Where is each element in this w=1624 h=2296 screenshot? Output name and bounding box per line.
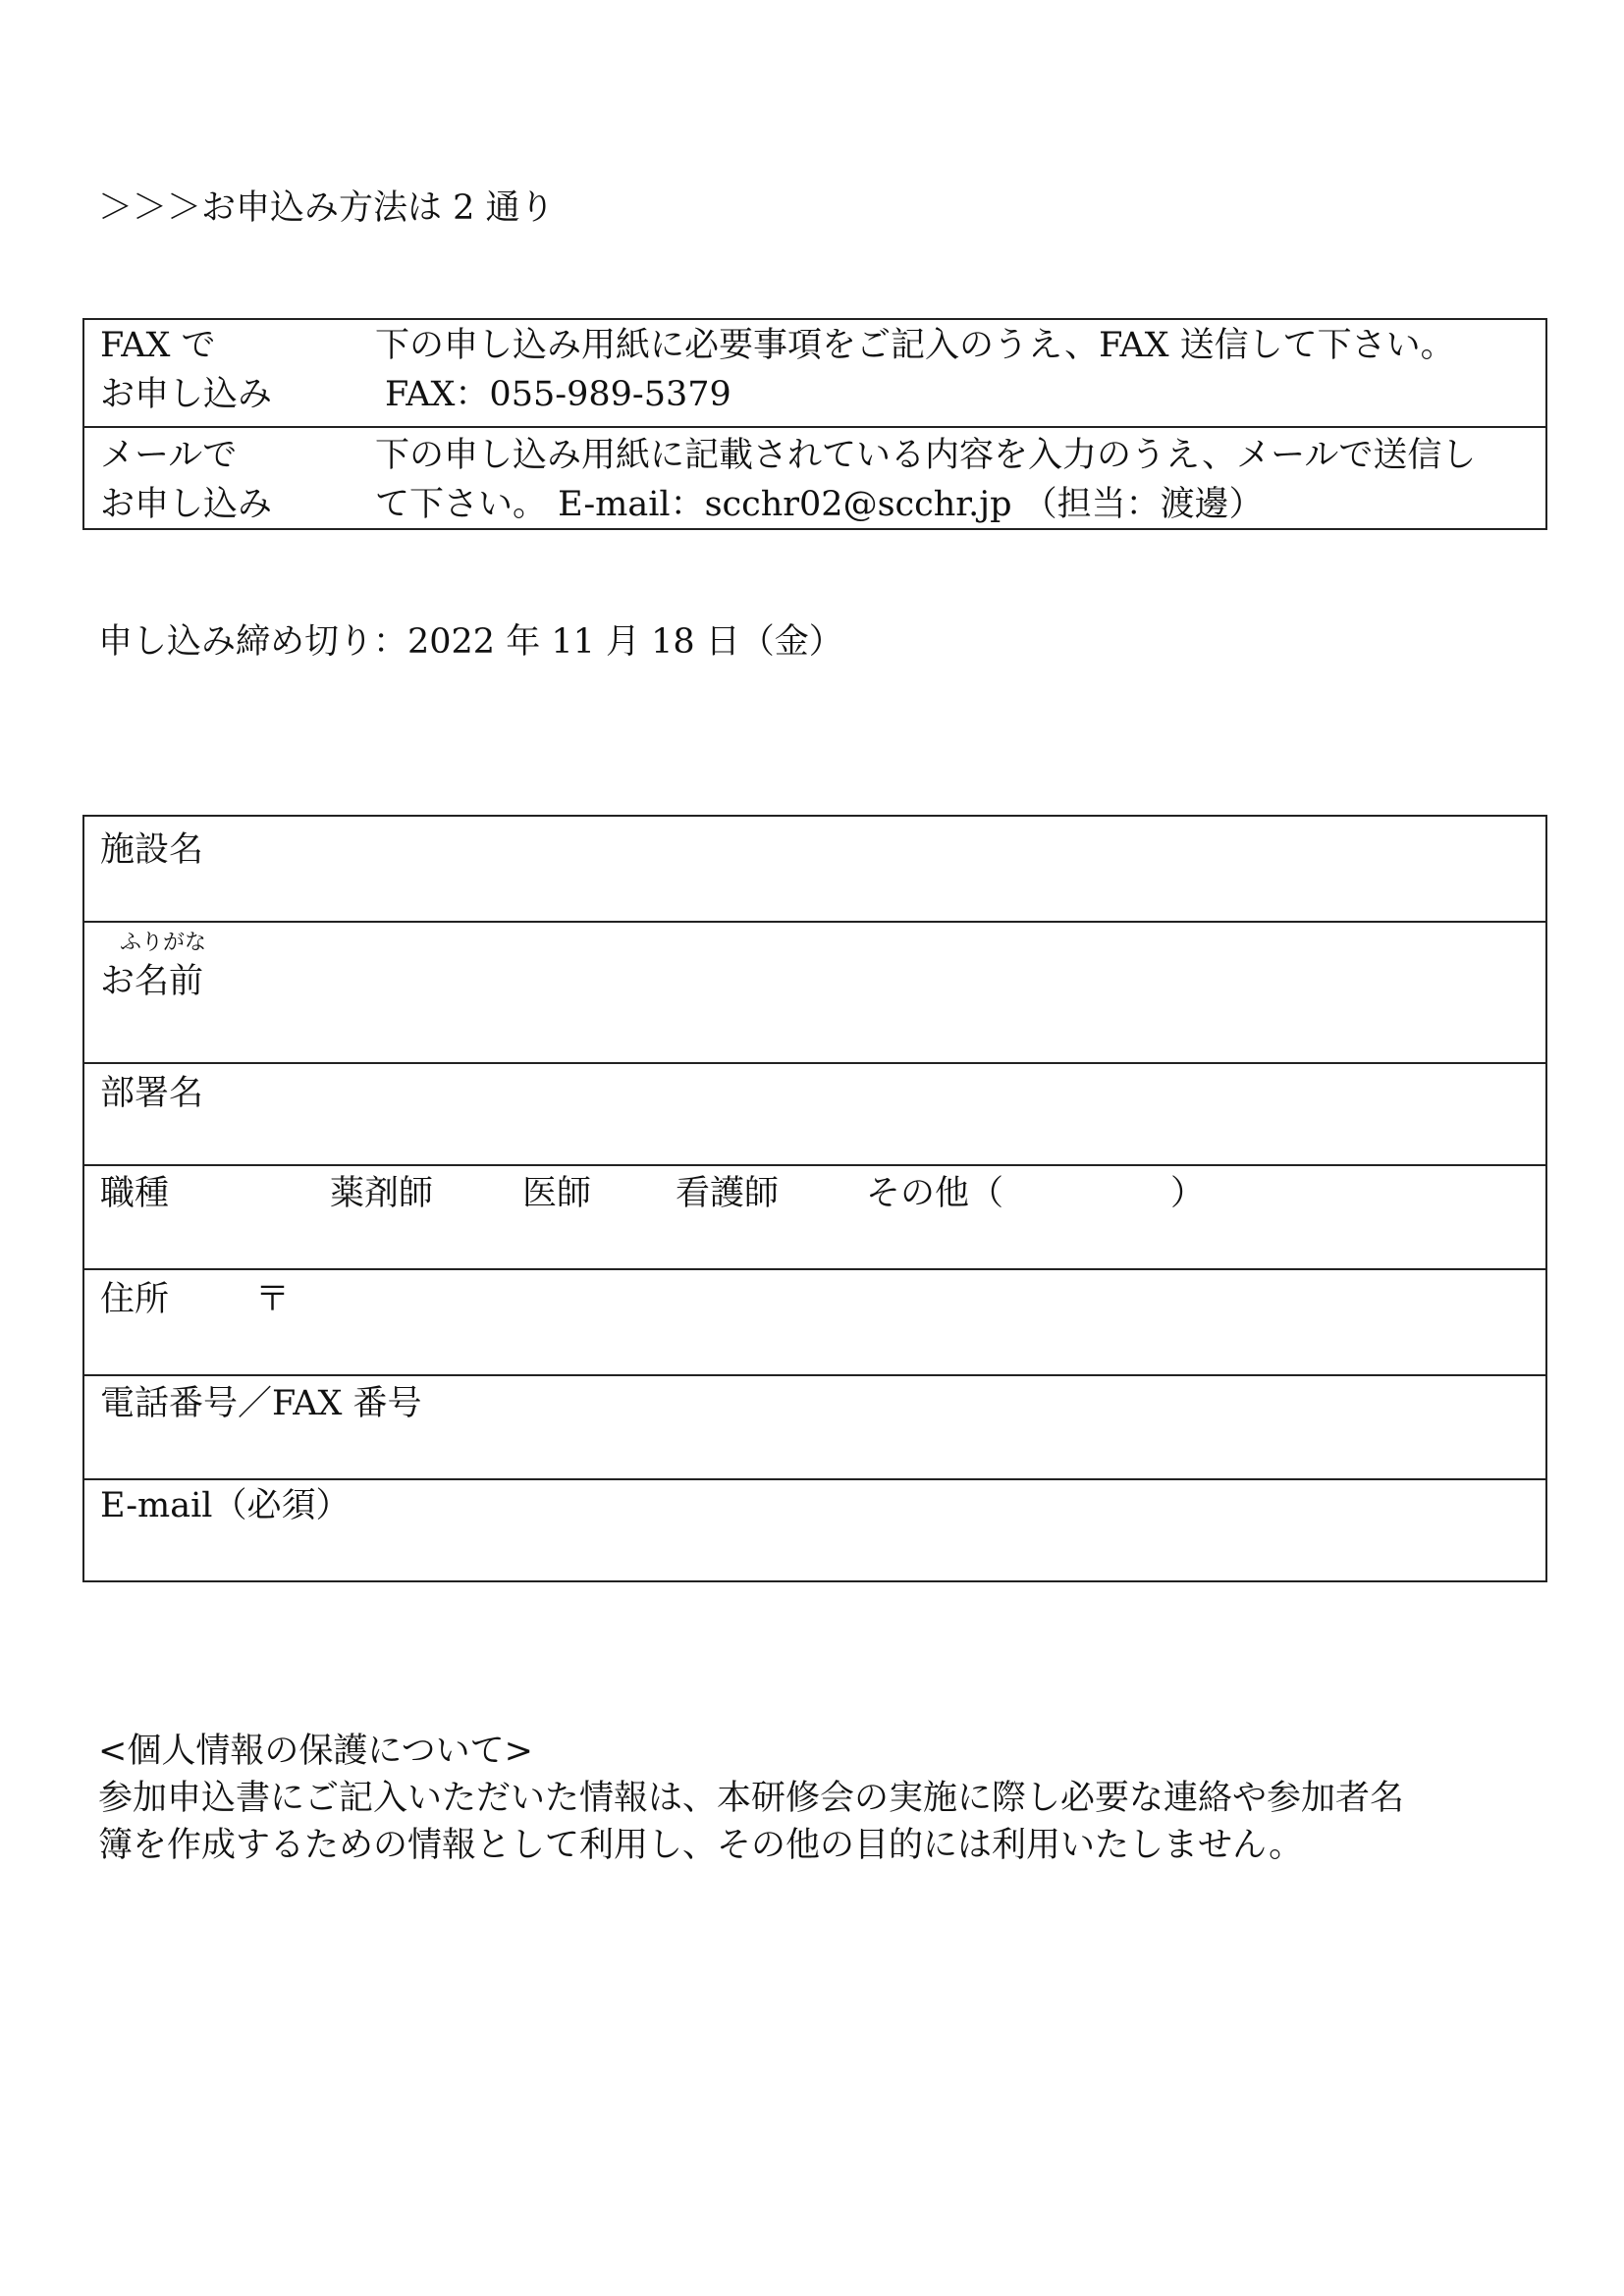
page-heading: ＞＞＞お申込み方法は 2 通り bbox=[98, 188, 555, 228]
application-deadline: 申し込み締め切り：2022 年 11 月 18 日（金） bbox=[98, 622, 843, 662]
occupation-label: 職種 bbox=[100, 1174, 170, 1213]
application-form bbox=[82, 815, 1547, 1582]
address-row[interactable] bbox=[84, 1270, 1545, 1376]
occupation-option-other[interactable]: その他（ bbox=[866, 1174, 1004, 1213]
department-row[interactable] bbox=[84, 1064, 1545, 1166]
fax-method-row bbox=[84, 320, 1545, 426]
address-label: 住所 bbox=[100, 1280, 170, 1319]
fax-method-text-1: 下の申し込み用紙に必要事項をご記入のうえ、FAX 送信して下さい。 bbox=[375, 326, 1455, 365]
fax-method-label-1: FAX で bbox=[100, 326, 216, 365]
email-label: E-mail（必須） bbox=[100, 1486, 351, 1525]
phone-fax-row[interactable] bbox=[84, 1376, 1545, 1480]
occupation-option-pharmacist[interactable]: 薬剤師 bbox=[330, 1174, 434, 1213]
email-method-row bbox=[84, 426, 1545, 530]
facility-label: 施設名 bbox=[100, 830, 204, 870]
application-methods-table bbox=[82, 318, 1547, 530]
fax-method-label-2: お申し込み bbox=[100, 375, 273, 414]
email-method-label-2: お申し込み bbox=[100, 485, 273, 524]
email-method-text-1: 下の申し込み用紙に記載されている内容を入力のうえ、メールで送信し bbox=[375, 436, 1477, 475]
privacy-text-2: 簿を作成するための情報として利用し、その他の目的には利用いたしません。 bbox=[98, 1826, 1304, 1865]
privacy-title: <個人情報の保護について> bbox=[98, 1732, 533, 1771]
phone-fax-label: 電話番号／FAX 番号 bbox=[100, 1384, 422, 1423]
occupation-option-nurse[interactable]: 看護師 bbox=[676, 1174, 780, 1213]
email-method-label-1: メールで bbox=[100, 436, 238, 475]
occupation-other-close-paren: ） bbox=[1170, 1174, 1206, 1213]
name-row[interactable] bbox=[84, 923, 1545, 1064]
fax-number: FAX：055-989-5379 bbox=[385, 375, 731, 414]
email-method-text-2: て下さい。 E-mail：scchr02@scchr.jp （担当：渡邊） bbox=[375, 485, 1264, 524]
occupation-row bbox=[84, 1166, 1545, 1270]
facility-row[interactable] bbox=[84, 817, 1545, 923]
privacy-text-1: 参加申込書にご記入いただいた情報は、本研修会の実施に際し必要な連絡や参加者名 bbox=[98, 1779, 1405, 1818]
email-row[interactable] bbox=[84, 1480, 1545, 1582]
department-label: 部署名 bbox=[100, 1074, 204, 1113]
occupation-option-doctor[interactable]: 医師 bbox=[522, 1174, 592, 1213]
postal-mark-icon: 〒 bbox=[255, 1280, 291, 1319]
privacy-notice bbox=[98, 1728, 1532, 1869]
name-label: お名前 bbox=[100, 962, 204, 1001]
name-furigana-label: ふりがな bbox=[120, 931, 207, 955]
